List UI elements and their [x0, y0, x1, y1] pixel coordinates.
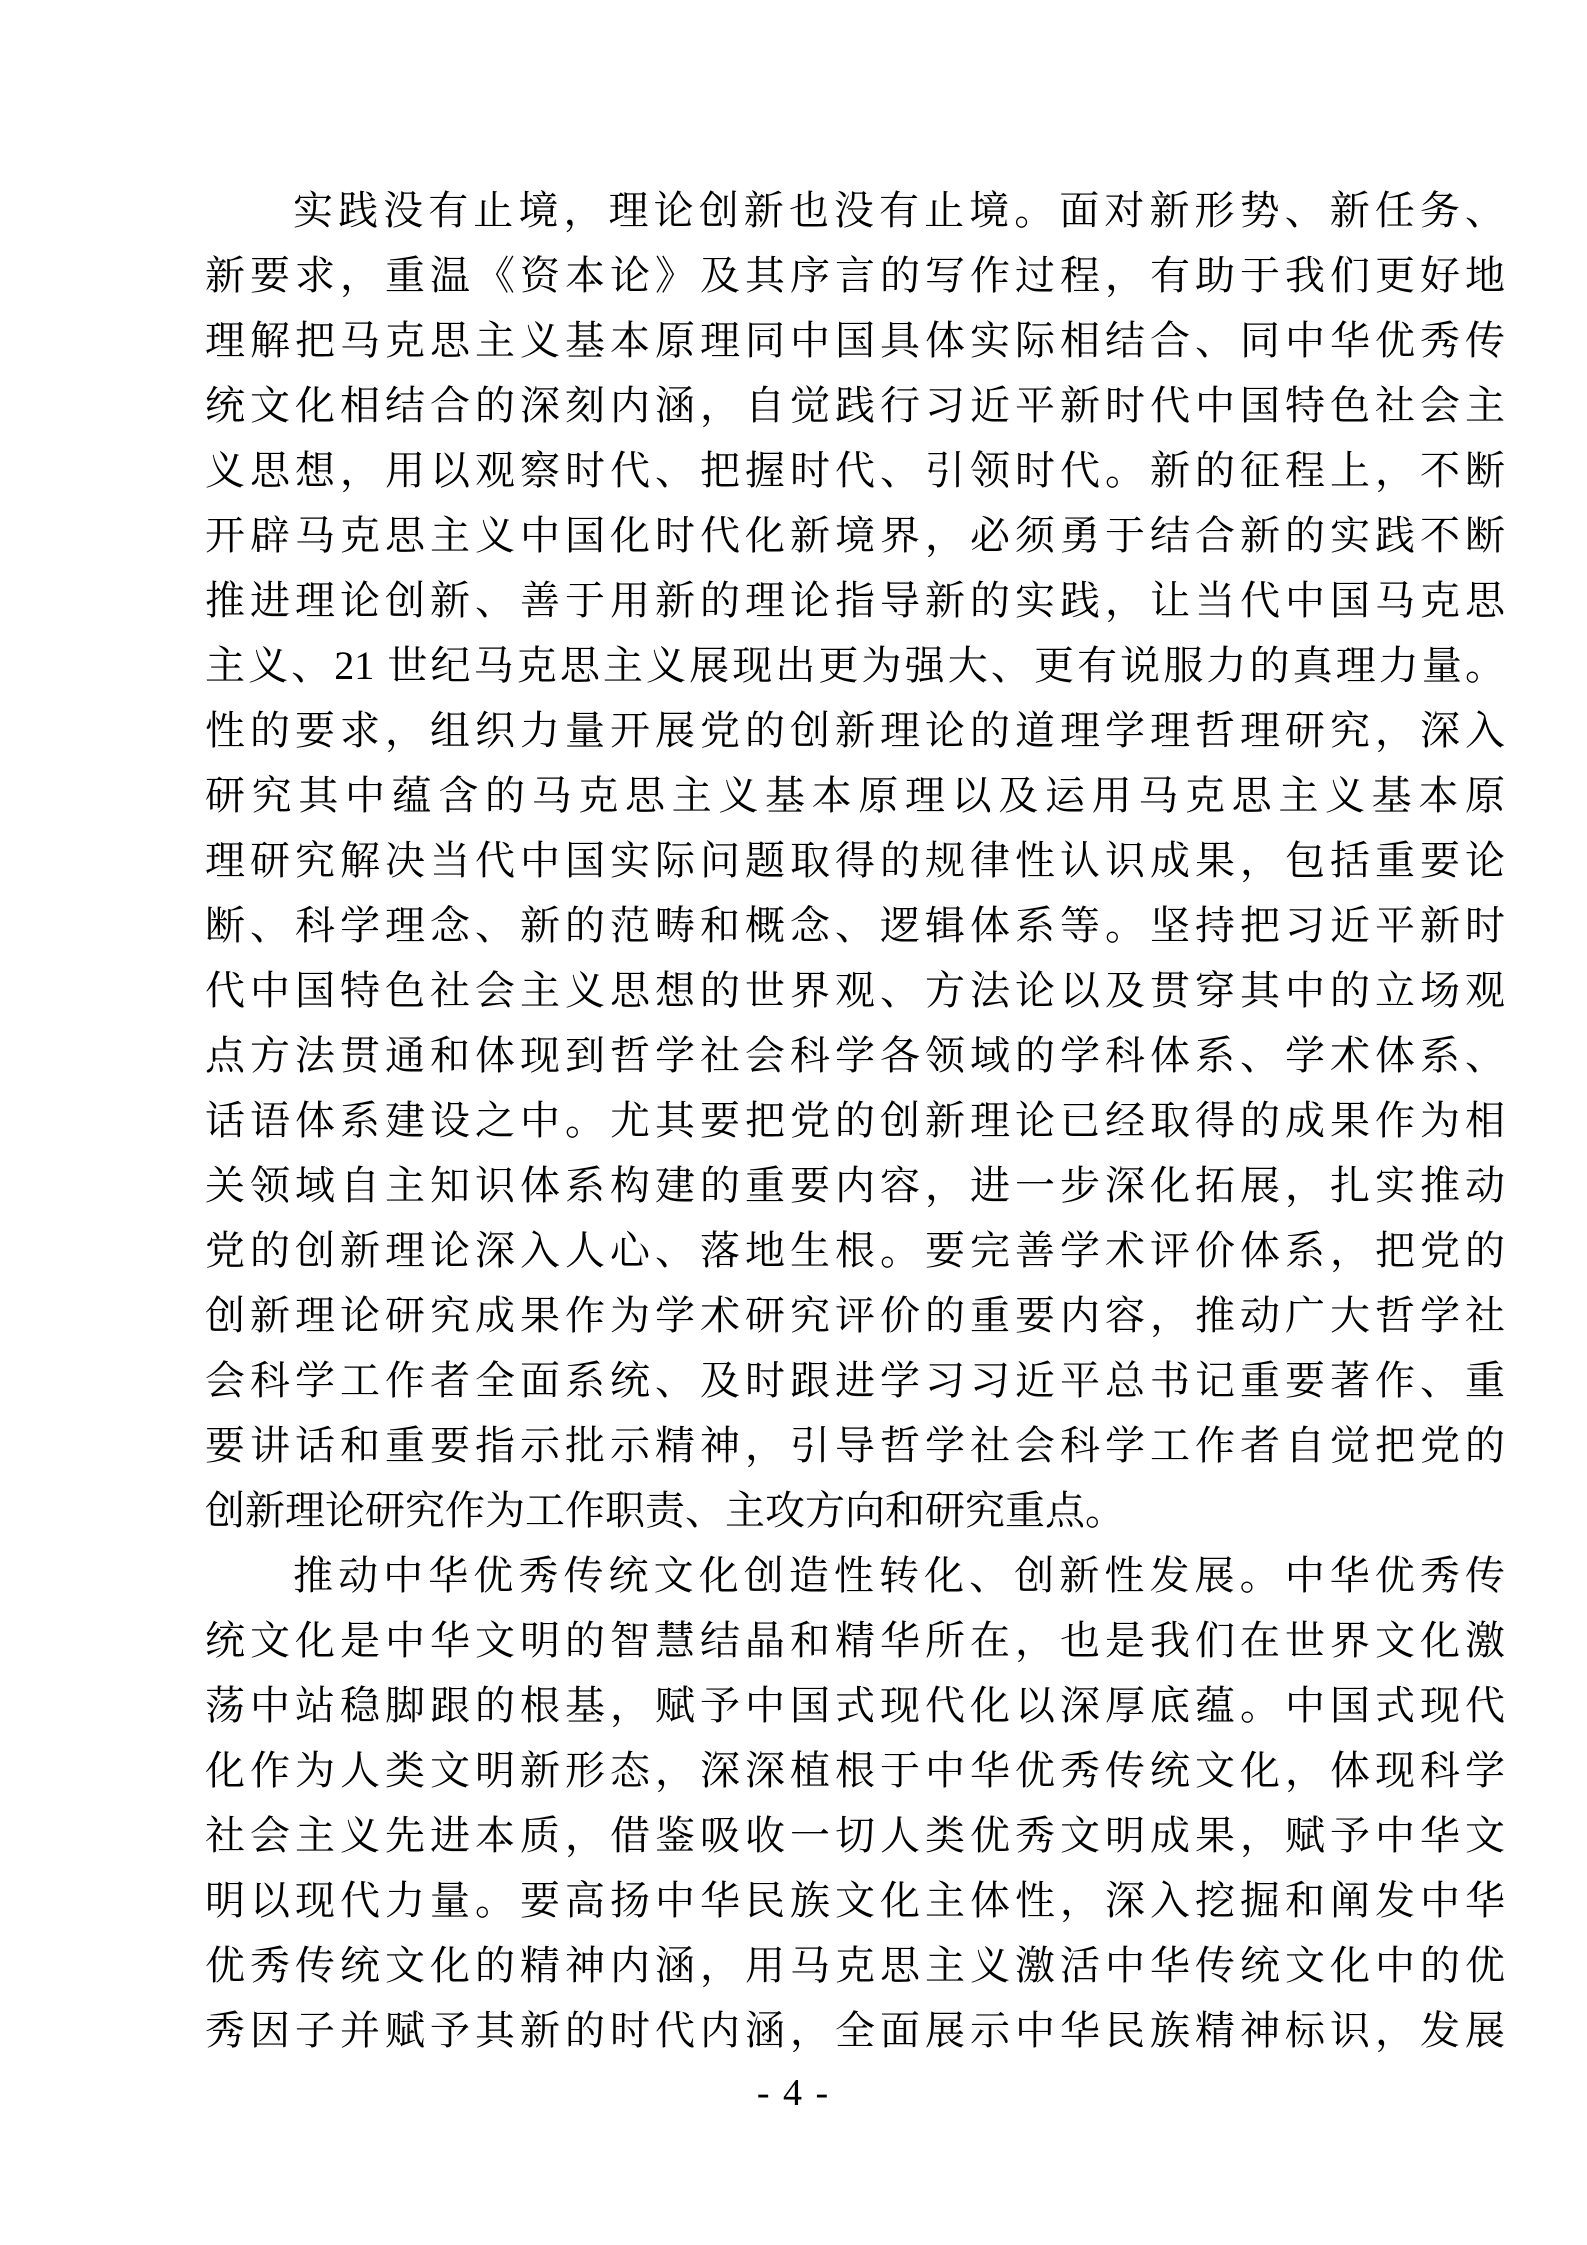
text-line: 党的创新理论深入人心、落地生根。要完善学术评价体系，把党的	[205, 1228, 1505, 1273]
text-line: 荡中站稳脚跟的根基，赋予中国式现代化以深厚底蕴。中国式现代	[205, 1683, 1505, 1728]
text-line: 秀因子并赋予其新的时代内涵，全面展示中华民族精神标识，发展	[205, 2008, 1505, 2053]
text-line: 推动中华优秀传统文化创造性转化、创新性发展。中华优秀传	[293, 1553, 1505, 1598]
text-line: 性的要求，组织力量开展党的创新理论的道理学理哲理研究，深入	[205, 708, 1505, 753]
text-line: 创新理论研究成果作为学术研究评价的重要内容，推动广大哲学社	[205, 1293, 1505, 1338]
text-line: 优秀传统文化的精神内涵，用马克思主义激活中华传统文化中的优	[205, 1943, 1505, 1988]
text-line: 创新理论研究作为工作职责、主攻方向和研究重点。	[205, 1488, 1125, 1533]
text-line: 开辟马克思主义中国化时代化新境界，必须勇于结合新的实践不断	[205, 513, 1505, 558]
text-line: 统文化相结合的深刻内涵，自觉践行习近平新时代中国特色社会主	[205, 383, 1505, 428]
text-line: 主义、21 世纪马克思主义展现出更为强大、更有说服力的真理力量。	[205, 643, 1505, 688]
text-line: 关领域自主知识体系构建的重要内容，进一步深化拓展，扎实推动	[205, 1163, 1505, 1208]
text-line: 代中国特色社会主义思想的世界观、方法论以及贯穿其中的立场观	[205, 968, 1505, 1013]
text-line: 新要求，重温《资本论》及其序言的写作过程，有助于我们更好地	[205, 253, 1505, 298]
text-line: 实践没有止境，理论创新也没有止境。面对新形势、新任务、	[293, 188, 1505, 233]
text-line: 化作为人类文明新形态，深深植根于中华优秀传统文化，体现科学	[205, 1748, 1505, 1793]
text-line: 理研究解决当代中国实际问题取得的规律性认识成果，包括重要论	[205, 838, 1505, 883]
text-line: 推进理论创新、善于用新的理论指导新的实践，让当代中国马克思	[205, 578, 1505, 623]
text-line: 断、科学理念、新的范畴和概念、逻辑体系等。坚持把习近平新时	[205, 903, 1505, 948]
text-line: 统文化是中华文明的智慧结晶和精华所在，也是我们在世界文化激	[205, 1618, 1505, 1663]
body-text-block	[205, 178, 1505, 2063]
page-number: - 4 -	[756, 2072, 831, 2114]
text-line: 社会主义先进本质，借鉴吸收一切人类优秀文明成果，赋予中华文	[205, 1813, 1505, 1858]
text-line: 会科学工作者全面系统、及时跟进学习习近平总书记重要著作、重	[205, 1358, 1505, 1403]
text-line: 要讲话和重要指示批示精神，引导哲学社会科学工作者自觉把党的	[205, 1423, 1505, 1468]
text-line: 点方法贯通和体现到哲学社会科学各领域的学科体系、学术体系、	[205, 1033, 1505, 1078]
text-line: 义思想，用以观察时代、把握时代、引领时代。新的征程上，不断	[205, 448, 1505, 493]
text-line: 话语体系建设之中。尤其要把党的创新理论已经取得的成果作为相	[205, 1098, 1505, 1143]
text-line: 理解把马克思主义基本原理同中国具体实际相结合、同中华优秀传	[205, 318, 1505, 363]
text-line: 明以现代力量。要高扬中华民族文化主体性，深入挖掘和阐发中华	[205, 1878, 1505, 1923]
text-line: 研究其中蕴含的马克思主义基本原理以及运用马克思主义基本原	[205, 773, 1505, 818]
